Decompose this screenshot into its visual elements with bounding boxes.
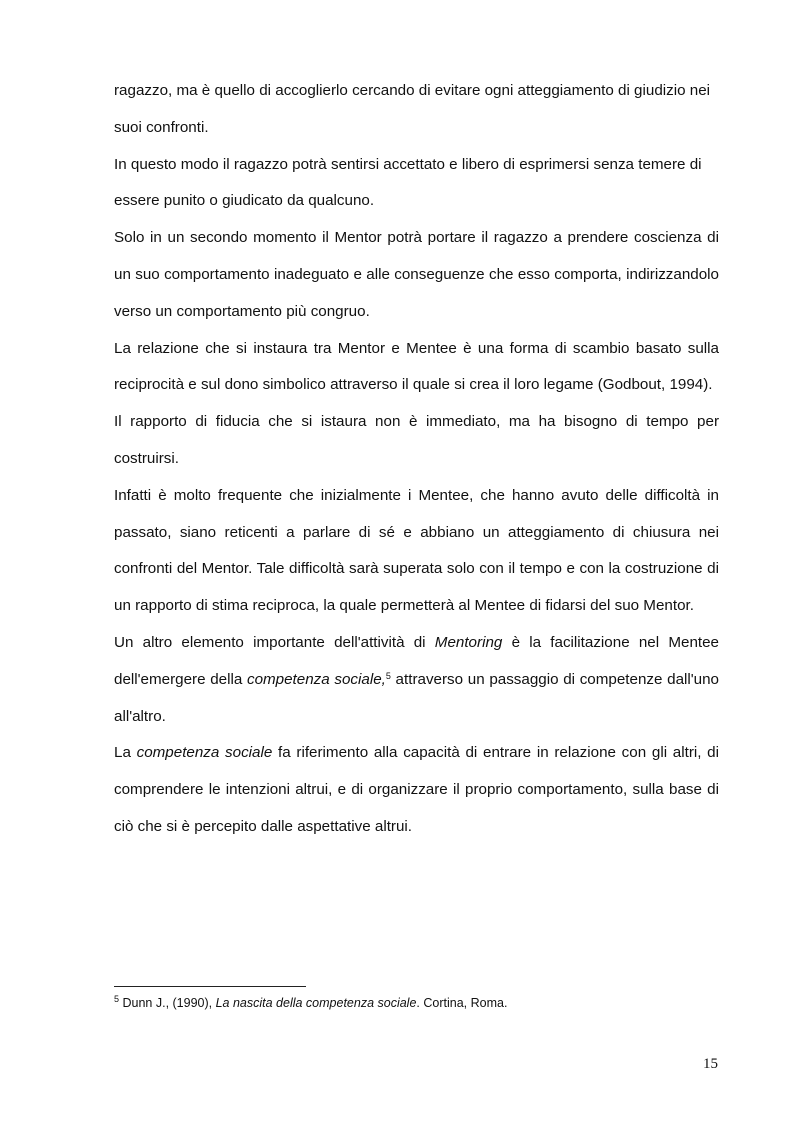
- paragraph-8: [114, 735, 719, 845]
- body-text: [114, 73, 719, 846]
- footnote-title: La nascita della competenza sociale: [215, 996, 417, 1010]
- footnote-reference: 5: [385, 670, 391, 681]
- term-competenza-sociale: competenza sociale,: [246, 670, 386, 688]
- paragraph-5: Il rapporto di fiducia che si istaura non è immediato, ma ha bisogno di tempo per costruirsi.: [114, 413, 719, 467]
- paragraph-4: La relazione che si instaura tra Mentor e Mentee è una forma di scambio basato sulla reciprocità e sul dono simbolico attraverso il quale si crea il loro legame (Godbout, 1994).: [114, 339, 719, 394]
- paragraph-7-text-2: è la facilitazione nel Mentee dell'emergere della: [114, 633, 720, 688]
- paragraph-1: ragazzo, ma è quello di accoglierlo cercando di evitare ogni atteggiamento di giudizio nei suoi confronti.: [114, 82, 711, 136]
- footnote-publisher: . Cortina, Roma.: [416, 996, 508, 1010]
- paragraph-8-text-2: fa riferimento alla capacità di entrare in relazione con gli altri, di comprendere le intenzioni altrui, e di organizzare il proprio comportamento, sulla base di ciò che si è percepito dalle aspettative altrui.: [114, 744, 719, 835]
- paragraph-6: Infatti è molto frequente che inizialmente i Mentee, che hanno avuto delle difficoltà in passato, siano reticenti a parlare di sé e abbiano un atteggiamento di chiusura nei confronti del Mentor. Tale difficoltà sarà superata solo con il tempo e con la costruzione di un rapporto di stima reciproca, la quale permetterà al Mentee di fidarsi del suo Mentor.: [114, 486, 719, 615]
- page-number: 15: [703, 1056, 718, 1072]
- footnote: [114, 995, 507, 1011]
- term-mentoring: Mentoring: [434, 633, 503, 651]
- paragraph-7-text-3: attraverso un passaggio di competenze dall'uno all'altro.: [114, 670, 719, 725]
- paragraph-7: [114, 625, 719, 735]
- footnote-divider: [114, 986, 306, 987]
- term-competenza-sociale-2: competenza sociale: [136, 744, 273, 762]
- paragraph-2: In questo modo il ragazzo potrà sentirsi accettato e libero di esprimersi senza temere di essere punito o giudicato da qualcuno.: [114, 155, 702, 210]
- footnote-number: 5: [114, 994, 120, 1004]
- paragraph-8-text-1: La: [114, 744, 137, 762]
- footnote-author: Dunn J., (1990),: [119, 996, 216, 1010]
- paragraph-7-text-1: Un altro elemento importante dell'attività di: [114, 633, 435, 651]
- paragraph-3: Solo in un secondo momento il Mentor potrà portare il ragazzo a prendere coscienza di un suo comportamento inadeguato e alle conseguenze che esso comporta, indirizzandolo verso un comportamento più congruo.: [114, 229, 719, 320]
